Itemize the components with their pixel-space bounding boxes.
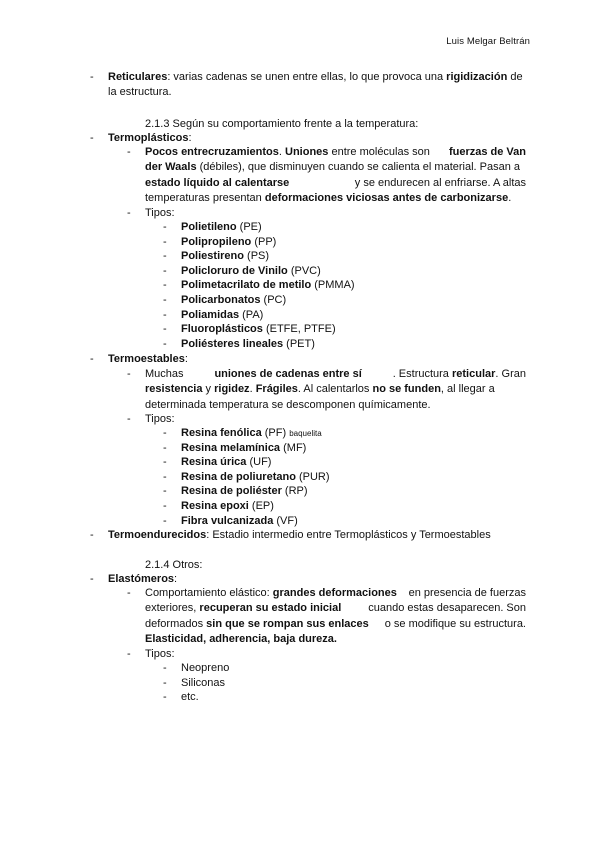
termoendurecidos-line: Termoendurecidos: Estadio intermedio entre Termoplásticos y Termoestables (108, 529, 491, 541)
bullet-dash: - (163, 308, 167, 321)
list-item: Policloruro de Vinilo (PVC) (181, 264, 321, 277)
section-heading-2-1-4: 2.1.4 Otros: (145, 559, 203, 571)
bullet-dash: - (163, 279, 167, 292)
bullet-dash: - (127, 207, 131, 219)
bullet-dash: - (163, 323, 167, 336)
bullet-dash: - (90, 132, 94, 144)
bullet-dash: - (163, 500, 167, 512)
list-item: Policarbonatos (PC) (181, 294, 287, 306)
bullet-dash: - (163, 264, 167, 277)
bullet-dash: - (163, 235, 167, 248)
bullet-dash: - (163, 662, 167, 674)
list-item: Polietileno (PE) (181, 221, 262, 233)
bullet-dash: - (163, 427, 167, 439)
list-item: Poliestireno (PS) (181, 250, 270, 263)
bullet-dash: - (90, 353, 94, 365)
list-item: Neopreno (181, 662, 230, 674)
list-item: Poliamidas (PA) (181, 308, 264, 321)
list-item: etc. (181, 691, 199, 704)
elastomeros-tipos-label: Tipos: (145, 648, 175, 660)
termoplasticos-description: Pocos entrecruzamientos. Uniones entre moléculas son fuerzas de Van der Waals (débiles), que disminuyen cuando se calienta el material. Pasan a estado líquido al calentarse y se endurecen al enfriarse. A altas temperaturas presentan deformaciones viciosas antes de carbonizarse. (145, 146, 526, 205)
list-item: Resina melamínica (MF) (181, 441, 307, 454)
bullet-dash: - (163, 250, 167, 263)
list-item: Resina fenólica (PF) baquelita (181, 427, 322, 439)
termoestables-heading: Termoestables: (108, 353, 188, 365)
bullet-dash: - (163, 691, 167, 704)
bullet-dash: - (90, 573, 94, 585)
list-item: Polimetacrilato de metilo (PMMA) (181, 279, 355, 292)
bullet-dash: - (163, 294, 167, 306)
list-item: Resina úrica (UF) (181, 456, 272, 469)
list-item: Polipropileno (PP) (181, 235, 277, 248)
section-heading-2-1-3: 2.1.3 Según su comportamiento frente a la temperatura: (145, 118, 419, 130)
list-item: Siliconas (181, 676, 226, 689)
bullet-dash: - (163, 456, 167, 469)
bullet-dash: - (163, 676, 167, 689)
elastomeros-description: Comportamiento elástico: grandes deformaciones en presencia de fuerzas exteriores, recuperan su estado inicial cuando estas desaparecen. Son deformados sin que se rompan sus enlaces o se modifique su estructura. Elasticidad, adherencia, baja dureza. (145, 587, 526, 646)
reticulares-paragraph: Reticulares: varias cadenas se unen entre ellas, lo que provoca una rigidización de la estructura. (108, 71, 523, 99)
termoplasticos-heading: Termoplásticos: (108, 132, 192, 144)
list-item: Resina de poliéster (RP) (181, 485, 308, 498)
bullet-dash: - (127, 146, 131, 158)
bullet-dash: - (163, 514, 167, 527)
list-item: Fibra vulcanizada (VF) (181, 514, 298, 527)
termoestables-tipos-label: Tipos: (145, 413, 175, 425)
bullet-dash: - (163, 221, 167, 233)
bullet-dash: - (127, 413, 131, 425)
bullet-dash: - (127, 648, 131, 660)
page-header-author: Luis Melgar Beltrán (446, 36, 530, 47)
reticulares-term: Reticulares (108, 71, 168, 83)
list-item: Fluoroplásticos (ETFE, PTFE) (181, 323, 336, 336)
bullet-dash: - (90, 529, 94, 541)
bullet-dash: - (163, 470, 167, 483)
termoplasticos-tipos-label: Tipos: (145, 207, 175, 219)
list-item: Poliésteres lineales (PET) (181, 337, 315, 350)
bullet-dash: - (127, 587, 131, 599)
elastomeros-heading: Elastómeros: (108, 573, 178, 585)
termoestables-description: Muchas uniones de cadenas entre sí . Estructura reticular. Gran resistencia y rigidez. Frágiles. Al calentarlos no se funden, al llegar a determinada temperatura se descomponen químicamente. (145, 368, 526, 411)
bullet-dash: - (163, 485, 167, 498)
bullet-dash: - (90, 71, 94, 83)
list-item: Resina de poliuretano (PUR) (181, 470, 330, 483)
bullet-dash: - (163, 337, 167, 350)
bullet-dash: - (163, 441, 167, 454)
bullet-dash: - (127, 368, 131, 380)
list-item: Resina epoxi (EP) (181, 500, 274, 512)
